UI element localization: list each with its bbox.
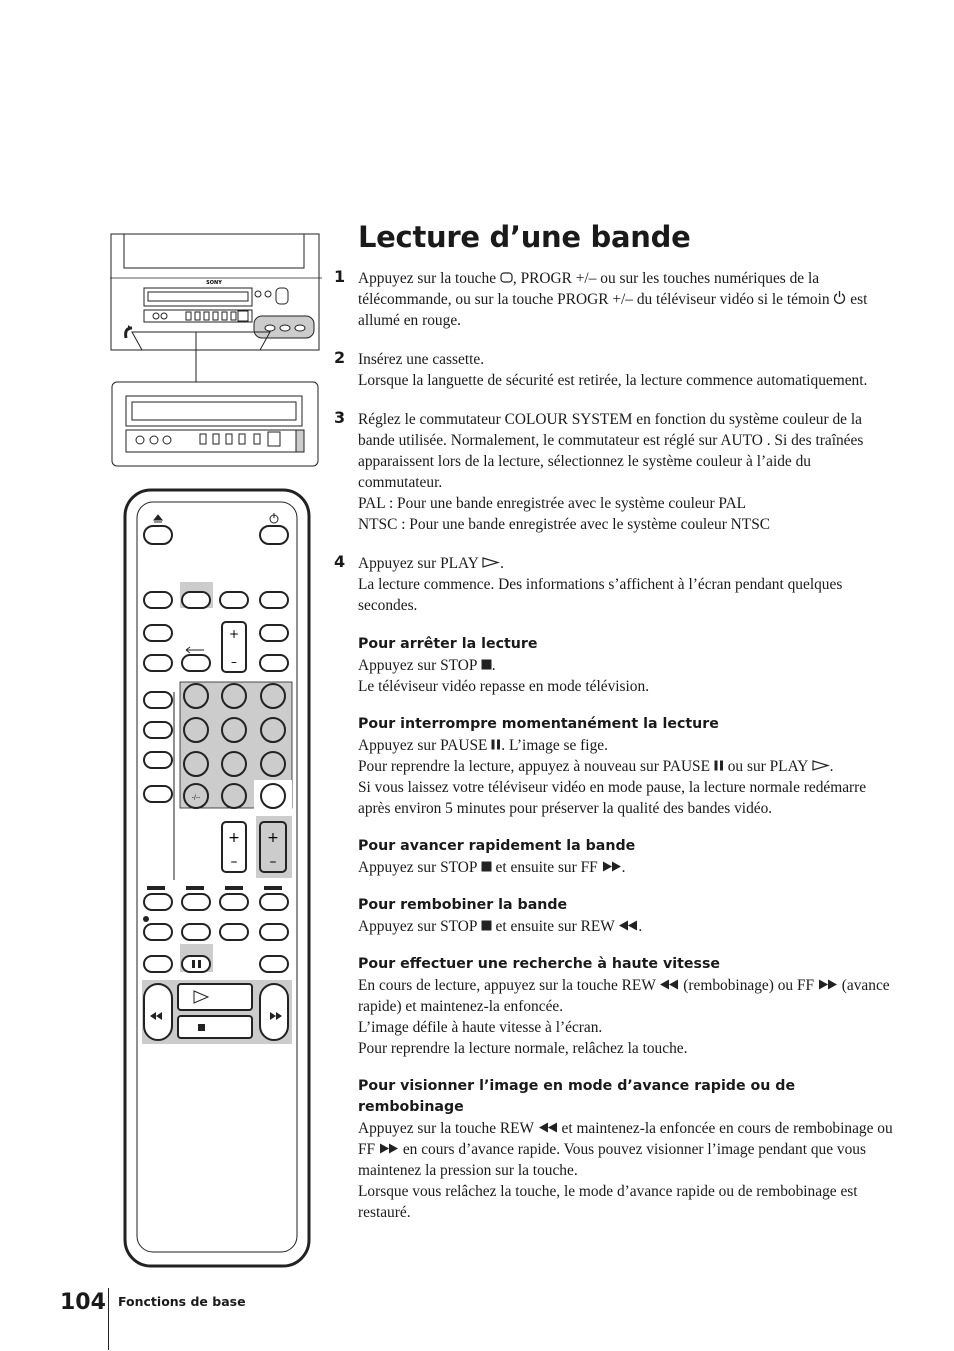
text-run: . <box>638 918 643 935</box>
text-line <box>358 777 898 819</box>
text-line <box>358 916 898 937</box>
power-icon <box>833 289 846 310</box>
subsection <box>358 836 898 878</box>
subsection-heading: Pour visionner l’image en mode d’avance rapide ou de rembobinage <box>358 1078 796 1115</box>
tv-mode-icon <box>500 268 513 289</box>
text-run: NTSC : Pour une bande enregistrée avec le système couleur NTSC <box>358 516 771 533</box>
remote-control-illustration <box>122 488 312 1272</box>
text-run: Appuyez sur la touche REW <box>358 1120 538 1137</box>
text-run: Insérez une cassette. <box>358 351 485 368</box>
text-line <box>358 655 898 676</box>
text-run: en cours d’avance rapide. Vous pouvez visionner l’image pendant que vous maintenez la pression sur la touche. <box>358 1141 866 1179</box>
text-line <box>358 514 898 535</box>
rew-icon <box>538 1118 558 1139</box>
subsection-heading: Pour rembobiner la bande <box>358 897 568 913</box>
text-run: , PROGR +/– ou sur les touches numériques de la télécommande, ou sur la touche PROGR +/– du téléviseur vidéo si le témoin <box>358 270 834 308</box>
ff-icon <box>818 975 838 996</box>
text-run: L’image défile à haute vitesse à l’écran. <box>358 1019 603 1036</box>
subsection-heading: Pour effectuer une recherche à haute vitesse <box>358 956 721 972</box>
instructions-body <box>334 267 898 1240</box>
svg-text:-/--: -/-- <box>191 794 201 801</box>
play-icon <box>812 756 830 777</box>
svg-text:–: – <box>231 655 237 669</box>
text-line <box>358 409 898 493</box>
tv-brand-logo: SONY <box>206 280 222 286</box>
subsection <box>358 1076 898 1223</box>
text-run: Appuyez sur PAUSE <box>358 737 492 754</box>
subsection <box>358 954 898 1059</box>
stop-icon <box>481 857 492 878</box>
pause-icon <box>491 735 501 756</box>
text-run: et maintenez-la enfoncée en cours de rembobinage ou FF <box>358 1120 893 1158</box>
text-run: Appuyez sur STOP <box>358 859 481 876</box>
text-line <box>358 735 898 756</box>
text-line <box>358 756 898 777</box>
tv-front-illustration <box>110 232 322 356</box>
text-run: (rembobinage) ou FF <box>679 977 818 994</box>
subsection-heading: Pour avancer rapidement la bande <box>358 838 636 854</box>
text-run: Réglez le commutateur COLOUR SYSTEM en fonction du système couleur de la bande utilisée. Normalement, le commutateur est réglé sur AUTO . Si des traînées apparaissent lors de la lecture, sélectionnez le système couleur à l’aide du commutateur. <box>358 411 864 491</box>
text-run: . L’image se fige. <box>501 737 608 754</box>
step-number: 3 <box>334 408 346 427</box>
step-number: 2 <box>334 348 346 367</box>
subsection <box>358 895 898 937</box>
svg-text:+: + <box>228 830 240 846</box>
text-run: ou sur PLAY <box>723 758 812 775</box>
rew-icon <box>659 975 679 996</box>
text-run: . <box>621 859 626 876</box>
text-run: Pour reprendre la lecture normale, relâchez la touche. <box>358 1040 688 1057</box>
rew-icon <box>618 916 638 937</box>
text-line <box>358 268 898 331</box>
text-line <box>358 493 898 514</box>
text-line <box>358 975 898 1017</box>
step-number: 1 <box>334 267 346 286</box>
text-run: Lorsque la languette de sécurité est retirée, la lecture commence automatiquement. <box>358 372 868 389</box>
pause-icon <box>714 756 724 777</box>
step-number: 4 <box>334 552 346 571</box>
text-run: Le téléviseur vidéo repasse en mode télévision. <box>358 678 650 695</box>
step-4 <box>334 552 898 616</box>
text-line <box>358 553 898 574</box>
stop-icon <box>481 655 492 676</box>
text-run: Pour reprendre la lecture, appuyez à nouveau sur PAUSE <box>358 758 714 775</box>
step-2 <box>334 348 898 391</box>
subsection-heading: Pour interrompre momentanément la lecture <box>358 716 719 732</box>
svg-text:–: – <box>230 854 238 870</box>
text-run: Appuyez sur la touche <box>358 270 500 287</box>
text-run: . <box>491 657 496 674</box>
text-run: Appuyez sur STOP <box>358 918 481 935</box>
page-number: 104 <box>60 1290 106 1315</box>
text-run: La lecture commence. Des informations s’affichent à l’écran pendant quelques secondes. <box>358 576 843 614</box>
subsection <box>358 714 898 819</box>
svg-text:+: + <box>228 627 240 641</box>
text-run: PAL : Pour une bande enregistrée avec le système couleur PAL <box>358 495 747 512</box>
text-run: et ensuite sur FF <box>491 859 602 876</box>
text-run: . <box>829 758 834 775</box>
svg-text:–: – <box>269 854 277 870</box>
section-name: Fonctions de base <box>118 1294 246 1309</box>
subsection-heading: Pour arrêter la lecture <box>358 636 538 652</box>
play-icon <box>482 553 500 574</box>
text-line <box>358 1181 898 1223</box>
ff-icon <box>379 1139 399 1160</box>
text-run: (avance rapide) et maintenez-la enfoncée. <box>358 977 890 1015</box>
text-line <box>358 676 898 697</box>
text-run: Appuyez sur PLAY <box>358 555 483 572</box>
step-3 <box>334 408 898 535</box>
text-run: Lorsque vous relâchez la touche, le mode d’avance rapide ou de rembobinage est restauré. <box>358 1183 858 1221</box>
text-run: . <box>500 555 504 572</box>
text-line <box>358 1038 898 1059</box>
text-run: Si vous laissez votre téléviseur vidéo en mode pause, la lecture normale redémarre après environ 5 minutes pour préserver la qualité des bandes vidéo. <box>358 779 867 817</box>
subsection <box>358 634 898 697</box>
text-line <box>358 1118 898 1181</box>
text-line <box>358 857 898 878</box>
svg-text:+: + <box>267 830 279 846</box>
text-run: et ensuite sur REW <box>491 918 619 935</box>
page-title: Lecture d’une bande <box>358 220 691 254</box>
text-run: Appuyez sur STOP <box>358 657 481 674</box>
stop-icon <box>481 916 492 937</box>
step-1 <box>334 267 898 331</box>
vcr-panel-closeup <box>110 352 322 472</box>
footer-divider <box>108 1288 109 1350</box>
ff-icon <box>602 857 622 878</box>
text-run: En cours de lecture, appuyez sur la touche REW <box>358 977 660 994</box>
text-line <box>358 349 898 370</box>
text-line <box>358 1017 898 1038</box>
text-line <box>358 370 898 391</box>
text-run: est allumé en rouge. <box>358 291 868 329</box>
text-line <box>358 574 898 616</box>
